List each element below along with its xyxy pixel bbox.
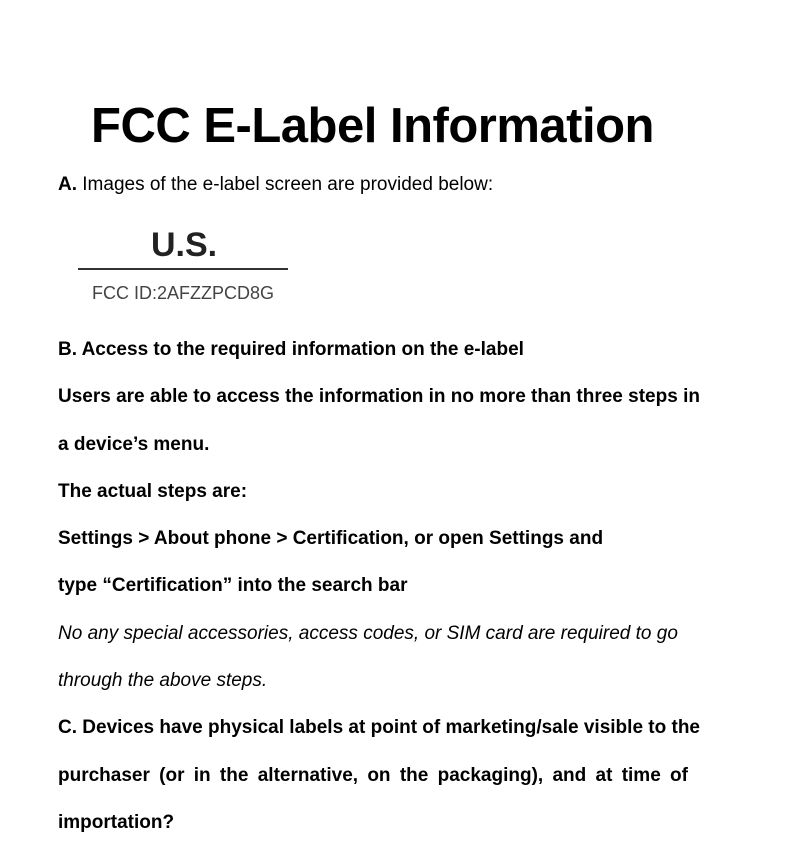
section-b-line-1: Users are able to access the information in no more than three steps in <box>58 386 700 407</box>
section-b-line-3: The actual steps are: <box>58 481 248 502</box>
section-b-line-5: type “Certification” into the search bar <box>58 575 408 596</box>
section-b-note-line-1: No any special accessories, access codes, or SIM card are required to go <box>58 623 678 644</box>
section-a-intro <box>58 173 493 197</box>
section-c-line-1: C. Devices have physical labels at point of marketing/sale visible to the <box>58 717 701 738</box>
section-b-heading: B. Access to the required information on the e-label <box>58 339 524 360</box>
section-a-prefix: A. <box>58 174 77 195</box>
elabel-fcc-id: FCC ID:2AFZZPCD8G <box>91 283 274 303</box>
section-c-line-3: importation? <box>58 812 175 833</box>
elabel-region-label: U.S. <box>150 226 218 264</box>
page-title: FCC E-Label Information <box>91 99 654 153</box>
elabel-screen-image <box>78 224 288 304</box>
elabel-divider <box>78 268 288 270</box>
section-c-line-2: purchaser (or in the alternative, on the packaging), and at time of <box>58 765 688 786</box>
section-b-line-4: Settings > About phone > Certification, or open Settings and <box>58 528 604 549</box>
section-b-note-line-2: through the above steps. <box>58 670 268 691</box>
section-a-text: Images of the e-label screen are provided below: <box>77 174 494 195</box>
section-b-line-2: a device’s menu. <box>58 434 210 455</box>
